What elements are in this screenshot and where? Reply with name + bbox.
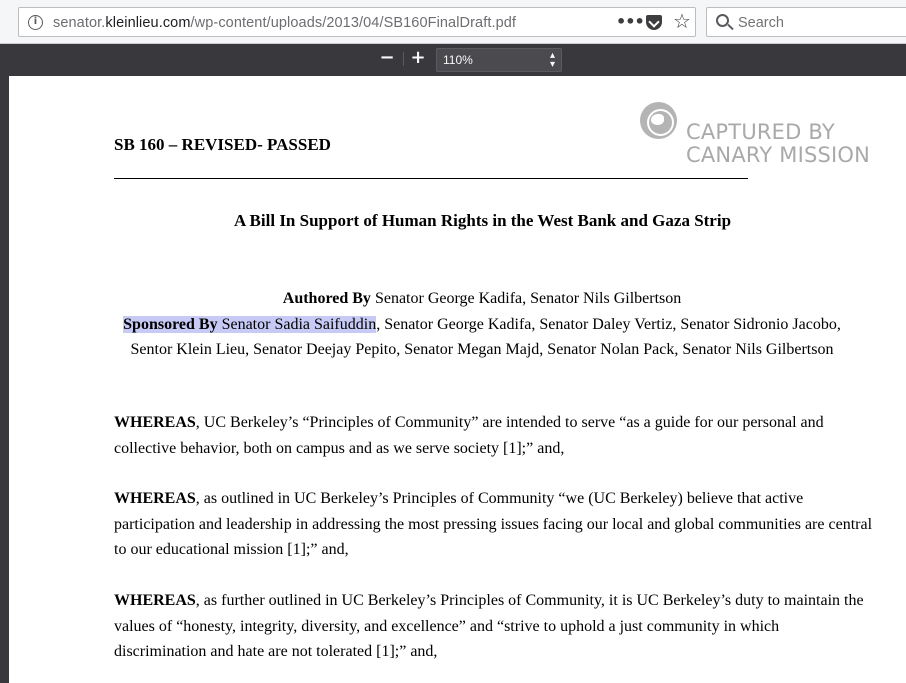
search-placeholder: Search <box>738 15 784 31</box>
url-bar[interactable] <box>18 7 696 37</box>
more-actions-icon[interactable]: ••• <box>616 12 644 31</box>
whereas-label: WHEREAS <box>114 592 196 609</box>
whereas-clause-1 <box>114 410 874 461</box>
authored-line <box>114 286 850 312</box>
star-icon[interactable]: ☆ <box>673 9 691 33</box>
pocket-icon[interactable] <box>646 15 662 30</box>
url-path: /wp-content/uploads/2013/04/SB160FinalDraft.pdf <box>190 15 517 31</box>
zoom-value: 110% <box>443 53 473 67</box>
browser-toolbar <box>0 0 906 44</box>
sponsored-line <box>114 312 850 363</box>
zoom-select[interactable] <box>436 48 562 72</box>
url-domain: kleinlieu.com <box>105 15 191 31</box>
whereas-label: WHEREAS <box>114 490 196 507</box>
sponsored-highlight: Senator Sadia Saifuddin <box>217 315 377 333</box>
sponsored-names: , Senator George Kadifa, Senator Daley Vertiz, Senator Sidronio Jacobo, Sentor Klein Lieu, Senator Deejay Pepito, Senator Megan Majd, Senator Nolan Pack, Senator Nils Gilbertson <box>130 315 841 358</box>
whereas-clause-3 <box>114 588 874 665</box>
search-icon <box>716 14 729 27</box>
zoom-in-button[interactable]: + <box>410 47 426 68</box>
sponsored-label: Sponsored By <box>123 315 218 333</box>
pdf-toolbar <box>0 44 906 76</box>
url-text[interactable] <box>53 15 516 31</box>
whereas-clause-2 <box>114 486 874 563</box>
zoom-separator <box>403 52 404 66</box>
credits-block <box>114 286 850 363</box>
url-prefix: senator. <box>53 15 106 31</box>
search-bar[interactable] <box>706 7 906 37</box>
zoom-out-button[interactable]: − <box>379 47 395 68</box>
bill-heading: A Bill In Support of Human Rights in the West Bank and Gaza Strip <box>233 211 732 230</box>
pdf-page <box>9 76 906 683</box>
title-divider <box>114 178 748 179</box>
watermark-line-2: CANARY MISSION <box>686 143 871 167</box>
selection-highlight <box>123 316 376 333</box>
whereas-text-3: , as further outlined in UC Berkeley’s Principles of Community, it is UC Berkeley’s duty to maintain the values of “honesty, integrity, diversity, and excellence” and “strive to uphold a just community in which discrimination and hate are not tolerated [1];” and, <box>114 592 864 660</box>
whereas-text-1: , UC Berkeley’s “Principles of Community” are intended to serve “as a guide for our personal and collective behavior, both on campus and as we serve society [1];” and, <box>114 414 824 457</box>
whereas-label: WHEREAS <box>114 414 196 431</box>
authored-names: Senator George Kadifa, Senator Nils Gilbertson <box>370 290 682 307</box>
authored-label: Authored By <box>282 290 371 307</box>
canary-seal-icon <box>640 102 677 139</box>
watermark-line-1: CAPTURED BY <box>686 120 835 144</box>
whereas-text-2: , as outlined in UC Berkeley’s Principles of Community “we (UC Berkeley) believe that active participation and leadership in addressing the most pressing issues facing our local and global communities are central to our educational mission [1];” and, <box>114 490 873 558</box>
document-title: SB 160 – REVISED- PASSED <box>114 135 331 154</box>
info-icon[interactable]: i <box>28 15 43 30</box>
chevron-updown-icon: ▴ ▾ <box>549 50 555 70</box>
